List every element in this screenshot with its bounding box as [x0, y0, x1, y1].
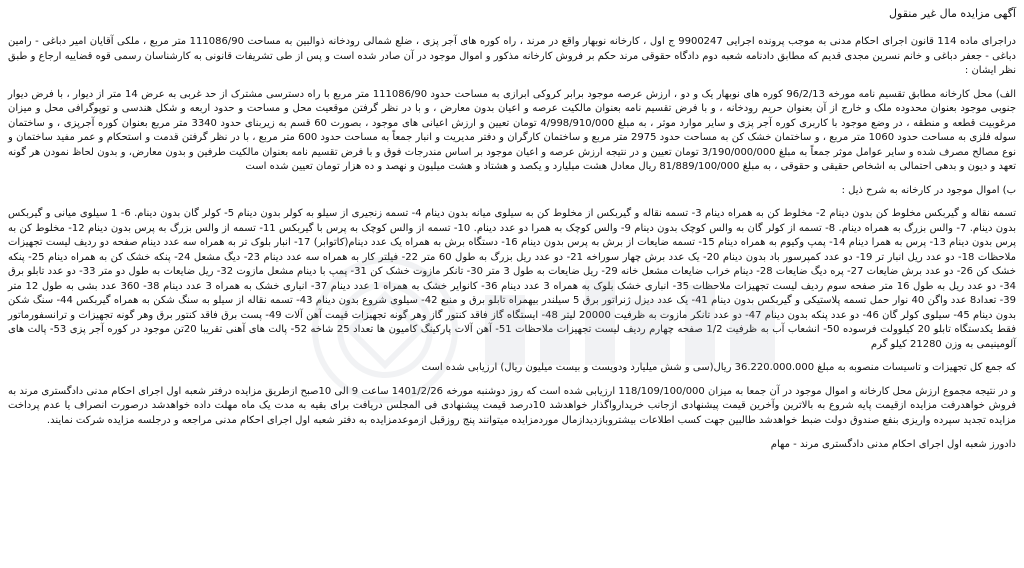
section-b-total-paragraph: که جمع کل تجهیزات و تاسیسات منصوبه به مبلغ 36.220.000.000 ریال(سی و شش میلیارد ودویست و بیست میلیون ریال) ارزیابی شده است — [421, 362, 1016, 373]
section-a-paragraph: الف) محل کارخانه مطابق تقسیم نامه مورخه 96/2/13 کوره های نوبهار یک و دو ، ارزش عرصه موجود برابر کروکی ابرازی به مساحت حدود 111086/90 متر مربع با راه دسترسی مشترک از حد غربی به عرض 14 متر از دیوار ، با فرض دیوار جنوبی موجود بعنوان محدوده ملک و خارج از آن بعنوان حریم رودخانه ، و با فرض تقسیم نامه بعنوان مالکیت عرصه و اعیان بدون معارض ، و با در نظر گرفتن موقعیت محل و مساحت و حدود اربعه و شکل هندسی و توپوگرافی محل و میزان مرغوبیت قطعه و منطقه ، در وضع موجود با کاربری کوره آجر پزی و سایر موارد موثر ، به مبلغ 4/998/910/000 تومان تعیین و ارزش اعیانی های موجود ، بصورت 60 قسم به زیربنای حدود 3340 متر مربع بعنوان کوره آجرپزی ، و ساختمان سوله فلزی به مساحت حدود 1060 متر مربع ، و ساختمان خشک کن به مساحت حدود 2975 متر مربع و ساختمان کارگران و دفتر مدیریت و انبار جمعاً به مساحت حدود 600 متر مربع ، با در نظر گرفتن قدمت و استحکام و عمر مفید ساختمان و نوع مصالح مصرف شده و سایر عوامل موثر جمعاً به مبلغ 3/190/000/000 تومان تعیین و در نتیجه ارزش عرصه و اعیان موجود بر اساس مندرجات فوق و با فرض تقسیم نامه بعنوان مالکیت طرفین و بدون معارض، و بدون لحاظ نمودن هر گونه تعهد و دیون و بدهی احتمالی به اشخاص حقیقی و حقوقی ، به مبلغ 81/889/100/000 ریال معادل هشت میلیارد و یکصد و هشتاد و هشت میلیون و نهصد و ده هزار تومان تعیین شده است — [8, 88, 1016, 172]
notice-title: آگهی مزایده مال غیر منقول — [889, 7, 1016, 20]
conclusion-paragraph: و در نتیجه مجموع ارزش محل کارخانه و اموال موجود در آن جمعا به میزان 118/109/100/000 ارزیابی شده است که روز دوشنبه مورخه 1401/2/26 ساعت 9 الی 10صبح ازطریق مزایده درفتر شعبه اول اجرای احکام مدنی دادگستری مرند به فروش خواهدرفت مزایده ازقیمت پایه شروع به بالاترین وآخرین قیمت پیشنهادی ازجانب خریدارواگذار خواهدشد 10درصد قیمت پیشنهادی فی المجلس دریافت برای بقیه به مدت یک ماه مهلت داده خواهدشد درصورت انصراف یا عدم پرداخت مزایده تجدید سپرده واریزی بنفع صندوق دولت ضبط خواهدشد طالبین جهت کسب اطلاعات بیشتروبازدیدازمال موردمزایده میتوانند پنج روزقبل ازموعدمزایده به دفتر شعبه اول اجرای احکام مدنی مراجعه و درجلسه مزایده شرکت نمایند. — [8, 385, 1016, 426]
signature-line: دادورز شعبه اول اجرای احکام مدنی دادگستری مرند - مهام — [770, 439, 1016, 450]
section-b-items-paragraph: تسمه نقاله و گیربکس مخلوط کن بدون دینام 2- مخلوط کن به همراه دینام 3- تسمه نقاله و گیربکس از مخلوط کن به سیلوی میانه بدون دینام 4- تسمه زنجیری از سیلو به کولر بدون دینام 5- کولر گان بدون دینام. 6- 1 سیلوی میانی و گیربکس بدون دینام. 7- والس بزرگ به همراه دینام. 8- تسمه از کولر گان به والس کوچک بدون دینام 9- والس کوچک به همرا دو عدد دینام. 10- تسمه از والس کوچک به پرس با گیربکس 11- تسمه از والس بزرگ به پرس بدون دینام 12- مخلوط کن به پرس بدون دینام 13- پرس به همرا دینام 14- پمپ وکیوم به همراه دینام 15- تسمه ضایعات از برش به پرس بدون دینام 16- دستگاه برش به همراه یک عدد دینام(کاتوابر) 17- انبار بلوک تر به همراه سه عدد دینام صفحه دو ردیف لیست تجهیزات ملاحظات 18- دو عدد ریل انبار تر 19- دو عدد کمپرسور باد بدون دینام 20- یک عدد برش چهار سوراخه 21- دو عدد ریل بزرگ به طول 60 متر 22- فیلتر کار به همراه سه عدد دینام 23- دیگ مشعل 24- پنکه خشک کن به همراه دینام 25- پنکه خشک کن 26- دو عدد برش ضایعات 27- پره دیگ ضایعات 28- دینام خراب ضایعات مشعل خانه 29- ریل ضایعات به طول 3 متر 30- تانکر مازوت خشک کن 31- پمپ با دینام مشعل مازوت 32- ریل ضایعات به طول دو متر 33- دو عدد تابلو برق 34- دو عدد ریل به طول 16 متر صفحه سوم ردیف لیست تجهیزات ملاحظات 35- انباری خشک بلوک به همراه 3 عدد دینام 36- کانوایر خشک به همراه 1 عدد دینام 37- انباری خشک به همراه 3 عدد دینام 38- 360 عدد بشی به طول 12 متر 39- تعداد8 عدد واگن 40 نوار حمل تسمه پلاستیکی و گیربکس بدون دینام 41- یک عدد دیزل ژنراتور برق 5 سیلندر بیهمراه تابلو برق و منبع 42- سیلوی شروع بدون دینام 43- تسمه نقاله از سیلو به سنگ شکن به همراه گیربکس 44- سنگ شکن بدون دینام 45- سیلوی کولر گان 46- دو عدد پنکه بدون دینام 47- دو عدد تانکر مازوت به ظرفیت 20000 لیتر 48- ایستگاه گاز فاقد کنتور گاز وهر گونه تجهیزات قیمت آهن آلات 49- پست برق فاقد کنتور برق وهر گونه تجهیزات و ترانسفورماتور فقط یکدستگاه تابلو 20 کیلوولت فرسوده 50- انشعاب آب به ظرفیت 1/2 صفحه چهارم ردیف لیست تجهیزات ملاحظات 51- آهن آلات پارکینگ کامیون ها تعداد 25 شاخه 52- پالت های آهنی تقریبا 20تن موجود در کوره آجر پزی 53- پالت های آلومینیمی به وزن 21280 کیلو گرم — [8, 208, 1017, 350]
intro-paragraph: دراجرای ماده 114 قانون اجرای احکام مدنی به موجب پرونده اجرایی 9900247 ج اول ، کارخانه نوبهار واقع در مرند ، راه کوره های آجر پزی ، ضلع شمالی رودخانه ذوالبین به مساحت 111086/90 متر مربع ، ملکی آقایان امیر دباغی - رامین دباغی - جعفر دباغی و خانم نسرین مجدی قدیم که مطابق دادنامه شعبه دوم دادگاه حقوقی مرند حکم بر فروش کارخانه مذکور و اموال موجود در آن صادر شده است و پس از طی تشریفات قانونی به کارشناسان رسمی قوه قضاییه ارجاع و طبق نظر ایشان : — [8, 36, 1016, 76]
section-b-heading: ب) اموال موجود در کارخانه به شرح ذیل : — [841, 184, 1016, 196]
